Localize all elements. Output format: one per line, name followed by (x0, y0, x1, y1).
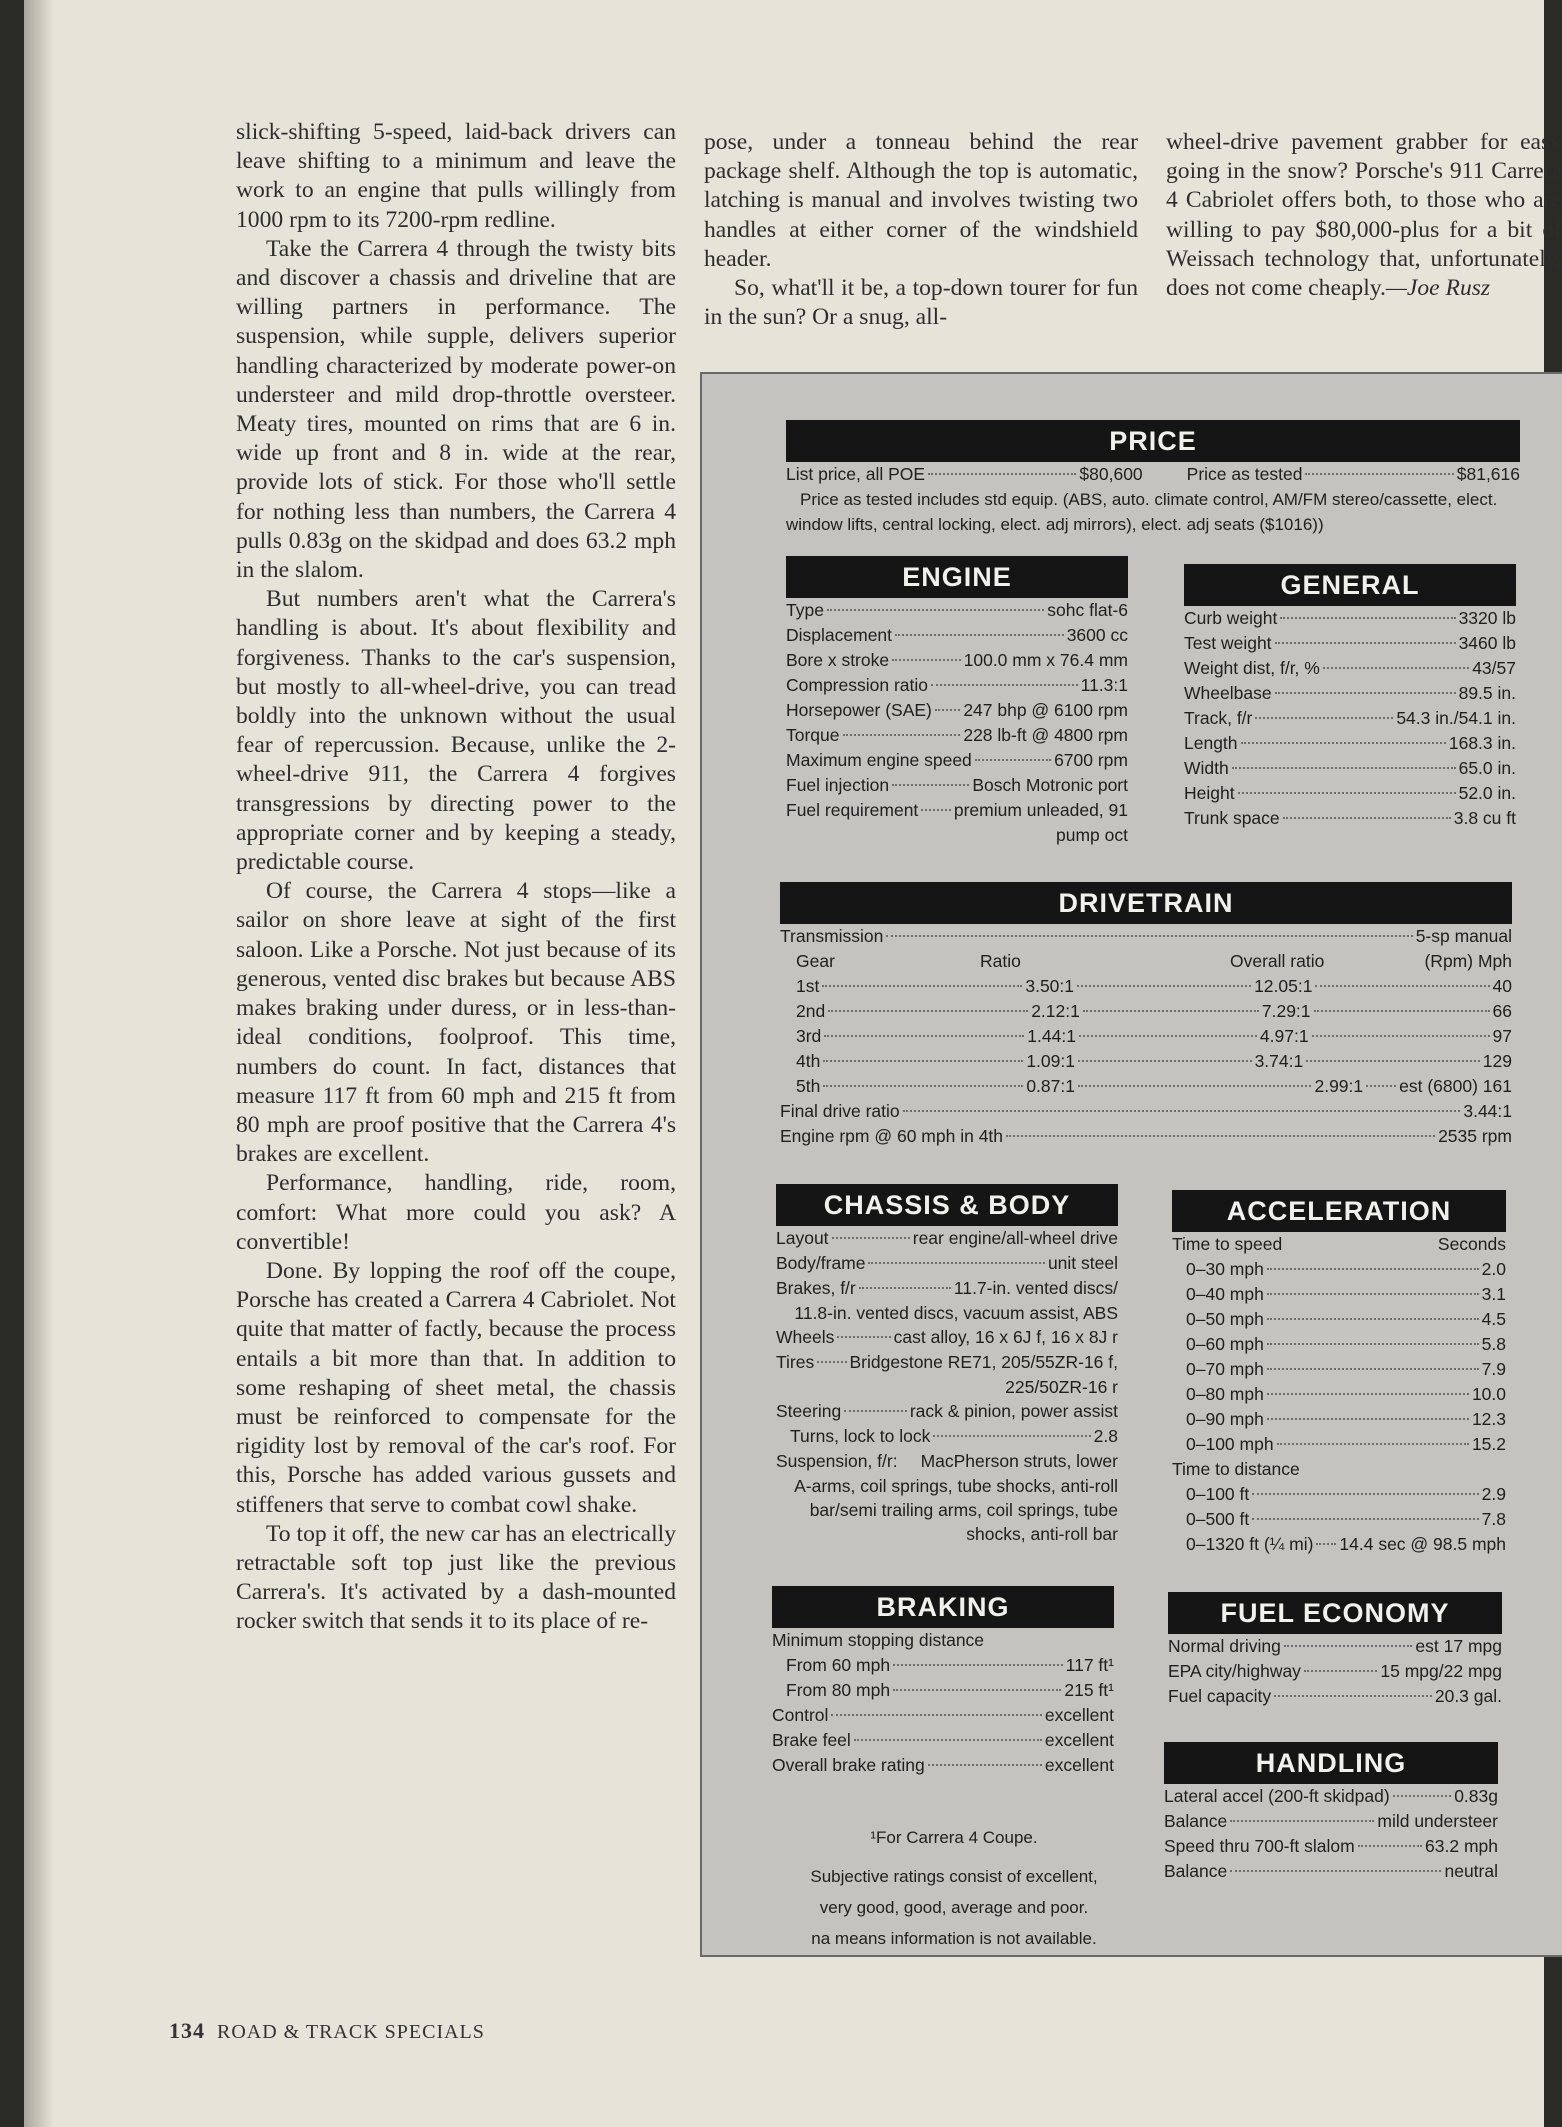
spec-row: Control excellent (772, 1705, 1114, 1725)
spec-row: Balance neutral (1164, 1861, 1498, 1881)
gear-row: 4th 1.09:1 3.74:1 129 (796, 1051, 1512, 1071)
spec-row: Fuel injection Bosch Motronic port (786, 775, 1128, 795)
section-header: DRIVETRAIN (780, 882, 1512, 924)
spec-row: 0–60 mph 5.8 (1186, 1334, 1506, 1354)
spec-row: Final drive ratio 3.44:1 (780, 1101, 1512, 1121)
spec-row: Wheelbase 89.5 in. (1184, 683, 1516, 703)
chassis-section (776, 1184, 1118, 1546)
paragraph: But numbers aren't what the Carrera's handling is about. It's about flexibility and forgiveness. Thanks to the car's suspension, but mostly to all-wheel-drive, you can tread boldly into the unknown without the usual fear of repercussion. Because, unlike the 2-wheel-drive 911, the Carrera 4 forgives transgressions by directing power to the appropriate corner and by keeping a steady, predictable course. (236, 586, 676, 876)
spec-label: List price, all POE (786, 464, 926, 484)
footnote: na means information is not available. (811, 1929, 1097, 1948)
publication-name: ROAD & TRACK SPECIALS (217, 2021, 485, 2043)
price-section (786, 420, 1520, 537)
magazine-page (24, 0, 1562, 2127)
acceleration-section (1172, 1190, 1506, 1557)
spec-row: 0–30 mph 2.0 (1186, 1259, 1506, 1279)
spec-row: EPA city/highway 15 mpg/22 mpg (1168, 1661, 1502, 1681)
gear-row: 3rd 1.44:1 4.97:1 97 (796, 1026, 1513, 1046)
spec-row: Transmission 5-sp manual (780, 926, 1512, 946)
paragraph: slick-shifting 5-speed, laid-back drivers can leave shifting to a minimum and leave the work to an engine that pulls willingly from 1000 rpm to its 7200-rpm redline. (236, 119, 676, 233)
spec-continuation: A-arms, coil springs, tube shocks, anti-roll (794, 1476, 1118, 1496)
spec-row: Suspension, f/r: MacPherson struts, lower (776, 1451, 1118, 1471)
spec-row: Minimum stopping distance (772, 1630, 985, 1650)
drivetrain-section (780, 882, 1512, 1149)
spec-row: Speed thru 700-ft slalom 63.2 mph (1164, 1836, 1498, 1856)
spec-row: Time to speed Seconds (1172, 1234, 1506, 1254)
article-column-2 (704, 128, 1138, 332)
section-header: FUEL ECONOMY (1168, 1592, 1502, 1634)
paragraph: Of course, the Carrera 4 stops—like a sailor on shore leave at sight of the first saloon. Like a Porsche. Not just because of its generous, vented disc brakes but because ABS makes braking under duress, or in less-than-ideal conditions, foolproof. This time, numbers do count. In fact, distances that measure 117 ft from 60 mph and 215 ft from 80 mph are proof positive that the Carrera 4's brakes are excellent. (236, 878, 676, 1168)
paragraph: Take the Carrera 4 through the twisty bits and discover a chassis and driveline that are willing partners in performance. The suspension, while supple, delivers superior handling characterized by moderate power-on understeer and mild drop-throttle oversteer. Meaty tires, mounted on rims that are 6 in. wide up front and 8 in. wide at the rear, provide lots of stick. For those who'll settle for nothing less than numbers, the Carrera 4 pulls 0.83g on the skidpad and does 63.2 mph in the slalom. (236, 235, 676, 584)
article-column-1 (236, 118, 676, 1637)
spec-footnotes (794, 1822, 1114, 1954)
footnote: ¹For Carrera 4 Coupe. (870, 1828, 1038, 1847)
spec-continuation: pump oct (1056, 825, 1128, 845)
spec-row: From 80 mph 215 ft¹ (786, 1680, 1114, 1700)
spec-row: Weight dist, f/r, % 43/57 (1184, 658, 1516, 678)
spec-row: Normal driving est 17 mpg (1168, 1636, 1502, 1656)
spec-row: Brake feel excellent (772, 1730, 1114, 1750)
footnote: very good, good, average and poor. (819, 1898, 1089, 1917)
section-header: ENGINE (786, 556, 1128, 598)
section-header: BRAKING (772, 1586, 1114, 1628)
paragraph (1166, 128, 1562, 303)
spec-row: Brakes, f/r 11.7-in. vented discs/ (776, 1278, 1118, 1298)
gear-row: 2nd 2.12:1 7.29:1 66 (796, 1001, 1513, 1021)
spec-row: 0–50 mph 4.5 (1186, 1309, 1506, 1329)
spec-row: Compression ratio 11.3:1 (786, 675, 1128, 695)
page-gutter-shadow (24, 0, 54, 2127)
spec-row: 0–1320 ft (¼ mi) 14.4 sec @ 98.5 mph (1186, 1534, 1506, 1554)
price-note: window lifts, central locking, elect. adj mirrors), elect. adj seats ($1016)) (786, 515, 1324, 534)
paragraph: Performance, handling, ride, room, comfort: What more could you ask? A convertible! (236, 1170, 676, 1255)
spec-value: $81,616 (1456, 464, 1521, 484)
spec-row: Width 65.0 in. (1184, 758, 1516, 778)
spec-row: Wheels cast alloy, 16 x 6J f, 16 x 8J r (776, 1327, 1118, 1347)
spec-row: 0–80 mph 10.0 (1186, 1384, 1506, 1404)
handling-section (1164, 1742, 1498, 1884)
spec-row: Trunk space 3.8 cu ft (1184, 808, 1516, 828)
spec-row: 0–90 mph 12.3 (1186, 1409, 1506, 1429)
spec-row: Horsepower (SAE) 247 bhp @ 6100 rpm (786, 700, 1128, 720)
spec-row: Time to distance (1172, 1459, 1300, 1479)
paragraph: To top it off, the new car has an electrically retractable soft top just like the previous Carrera's. It's activated by a dash-mounted rocker switch that sends it to its place of re- (236, 1520, 676, 1635)
spec-row: Track, f/r 54.3 in./54.1 in. (1184, 708, 1516, 728)
engine-rows (786, 598, 1128, 847)
spec-row: Engine rpm @ 60 mph in 4th 2535 rpm (780, 1126, 1512, 1146)
spec-row: 0–100 ft 2.9 (1186, 1484, 1506, 1504)
author-signature: —Joe Rusz (1385, 275, 1491, 302)
spec-row: Test weight 3460 lb (1184, 633, 1516, 653)
spec-row: Torque 228 lb-ft @ 4800 rpm (786, 725, 1128, 745)
spec-row: Turns, lock to lock 2.8 (790, 1426, 1118, 1446)
paragraph: pose, under a tonneau behind the rear package shelf. Although the top is automatic, latching is manual and involves twisting two handles at either corner of the windshield header. (704, 129, 1138, 272)
paragraph: So, what'll it be, a top-down tourer for fun in the sun? Or a snug, all- (704, 275, 1138, 331)
spec-row: Tires Bridgestone RE71, 205/55ZR-16 f, (776, 1352, 1118, 1372)
spec-box (700, 372, 1562, 1957)
fuel-economy-section (1168, 1592, 1502, 1709)
spec-row: Height 52.0 in. (1184, 783, 1516, 803)
spec-row: Overall brake rating excellent (772, 1755, 1114, 1775)
page-folio (169, 2018, 485, 2044)
closing-text: wheel-drive pavement grabber for easy going in the snow? Porsche's 911 Carrera 4 Cabriolet offers both, to those who are willing to pay $80,000-plus for a bit of Weissach technology that, unfortunately, does not come cheaply. (1166, 129, 1562, 302)
spec-continuation: 11.8-in. vented discs, vacuum assist, ABS (794, 1303, 1118, 1323)
gear-table-header: Gear Ratio Overall ratio (Rpm) Mph (796, 951, 1512, 971)
footnote: Subjective ratings consist of excellent, (810, 1867, 1098, 1886)
spec-value: $80,600 (1079, 464, 1143, 484)
spec-row: 0–70 mph 7.9 (1186, 1359, 1506, 1379)
spec-row: Fuel capacity 20.3 gal. (1168, 1686, 1502, 1706)
spec-continuation: shocks, anti-roll bar (966, 1524, 1118, 1544)
spec-row: Maximum engine speed 6700 rpm (786, 750, 1128, 770)
gear-row: 5th 0.87:1 2.99:1 est (6800) 161 (796, 1076, 1512, 1096)
spec-continuation: 225/50ZR-16 r (1005, 1377, 1118, 1397)
spec-row: Layout rear engine/all-wheel drive (776, 1228, 1118, 1248)
braking-section (772, 1586, 1114, 1778)
spec-row: 0–40 mph 3.1 (1186, 1284, 1506, 1304)
section-header: HANDLING (1164, 1742, 1498, 1784)
spec-row: Length 168.3 in. (1184, 733, 1516, 753)
spec-continuation: bar/semi trailing arms, coil springs, tube (809, 1500, 1118, 1520)
spec-row: From 60 mph 117 ft¹ (786, 1655, 1114, 1675)
spec-row: Displacement 3600 cc (786, 625, 1128, 645)
article-column-3 (1166, 128, 1562, 303)
spec-row: Body/frame unit steel (776, 1253, 1118, 1273)
spec-row: Balance mild understeer (1164, 1811, 1498, 1831)
section-header: PRICE (786, 420, 1520, 462)
paragraph: Done. By lopping the roof off the coupe, Porsche has created a Carrera 4 Cabriolet. Not quite that matter of factly, because the process entails a bit more than that. In addition to some reshaping of sheet metal, the chassis must be reinforced to compensate for the rigidity lost by removal of the car's roof. For this, Porsche has added various gussets and stiffeners that serve to combat cowl shake. (236, 1257, 676, 1518)
price-note: Price as tested includes std equip. (ABS, auto. climate control, AM/FM stereo/cassette, elect. (800, 490, 1498, 509)
spec-row: Lateral accel (200-ft skidpad) 0.83g (1164, 1786, 1498, 1806)
general-section (1184, 564, 1516, 831)
section-header: CHASSIS & BODY (776, 1184, 1118, 1226)
spec-row: 0–100 mph 15.2 (1186, 1434, 1506, 1454)
engine-section (786, 556, 1128, 847)
spec-row: Type sohc flat-6 (786, 600, 1128, 620)
spec-row: 0–500 ft 7.8 (1186, 1509, 1506, 1529)
page-number: 134 (169, 2018, 205, 2043)
spec-row: Curb weight 3320 lb (1184, 608, 1516, 628)
gear-row: 1st 3.50:1 12.05:1 40 (796, 976, 1512, 996)
spec-row: Bore x stroke 100.0 mm x 76.4 mm (786, 650, 1128, 670)
spec-row (786, 462, 1520, 487)
spec-row: Steering rack & pinion, power assist (776, 1401, 1118, 1421)
section-header: ACCELERATION (1172, 1190, 1506, 1232)
spec-label: Price as tested (1186, 464, 1303, 484)
spec-row: Fuel requirement premium unleaded, 91 (786, 800, 1128, 820)
section-header: GENERAL (1184, 564, 1516, 606)
